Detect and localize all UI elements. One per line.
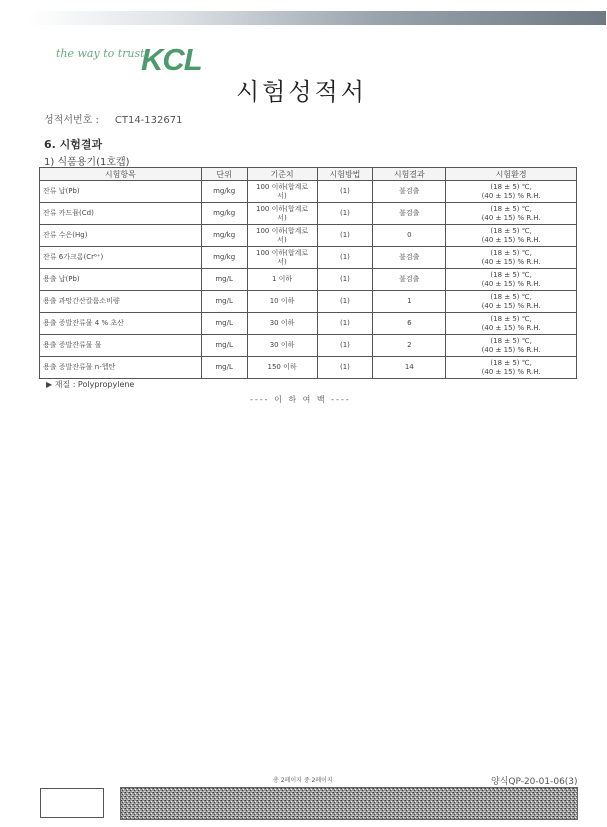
env-humidity: (40 ± 15) % R.H. <box>481 257 541 266</box>
logo-tagline: the way to trust <box>56 47 145 60</box>
env-temperature: (18 ± 5) ℃, <box>490 226 532 235</box>
page-number: 총 2페이지 중 2페이지 <box>273 777 333 784</box>
env-temperature: (18 ± 5) ℃, <box>490 336 532 345</box>
header-environment: 시험환경 <box>446 168 577 181</box>
cell-method: (1) <box>317 225 373 247</box>
cell-environment <box>446 203 577 225</box>
env-temperature: (18 ± 5) ℃, <box>490 270 532 279</box>
table-row <box>40 181 577 203</box>
env-humidity: (40 ± 15) % R.H. <box>481 367 541 376</box>
cell-standard: 30 이하 <box>247 313 317 335</box>
form-code: 양식QP-20-01-06(3) <box>491 777 578 787</box>
cell-item: 잔류 카드뮴(Cd) <box>40 203 202 225</box>
cell-item: 용출 납(Pb) <box>40 269 202 291</box>
cell-result: 6 <box>373 313 446 335</box>
header-standard: 기준치 <box>247 168 317 181</box>
cell-result: 불검출 <box>373 269 446 291</box>
cell-environment <box>446 181 577 203</box>
table-row <box>40 335 577 357</box>
cell-unit: mg/L <box>201 269 247 291</box>
env-humidity: (40 ± 15) % R.H. <box>481 345 541 354</box>
cell-method: (1) <box>317 247 373 269</box>
cell-environment <box>446 247 577 269</box>
cell-unit: mg/L <box>201 291 247 313</box>
cell-result: 1 <box>373 291 446 313</box>
env-humidity: (40 ± 15) % R.H. <box>481 279 541 288</box>
cell-item: 용출 과망간산칼륨소비량 <box>40 291 202 313</box>
table-row <box>40 225 577 247</box>
table-row <box>40 203 577 225</box>
cell-method: (1) <box>317 291 373 313</box>
cell-unit: mg/kg <box>201 225 247 247</box>
document-title: 시험성적서 <box>236 78 367 106</box>
cell-standard: 150 이하 <box>247 357 317 379</box>
table-row <box>40 357 577 379</box>
cell-unit: mg/L <box>201 357 247 379</box>
cell-result: 불검출 <box>373 181 446 203</box>
cell-item: 용출 증발잔류물 n-헵탄 <box>40 357 202 379</box>
env-temperature: (18 ± 5) ℃, <box>490 248 532 257</box>
security-pattern <box>120 787 578 820</box>
cell-standard: 10 이하 <box>247 291 317 313</box>
cell-item: 잔류 수은(Hg) <box>40 225 202 247</box>
table-header-row <box>40 168 577 181</box>
cell-result: 14 <box>373 357 446 379</box>
table-row <box>40 291 577 313</box>
cell-method: (1) <box>317 357 373 379</box>
cell-result: 불검출 <box>373 203 446 225</box>
env-humidity: (40 ± 15) % R.H. <box>481 235 541 244</box>
material-note: ▶ 재질 : Polypropylene <box>46 380 135 389</box>
cell-item: 용출 증발잔류물 물 <box>40 335 202 357</box>
cell-standard: 1 이하 <box>247 269 317 291</box>
header-unit: 단위 <box>201 168 247 181</box>
cell-unit: mg/kg <box>201 203 247 225</box>
env-temperature: (18 ± 5) ℃, <box>490 204 532 213</box>
env-humidity: (40 ± 15) % R.H. <box>481 323 541 332</box>
cell-method: (1) <box>317 335 373 357</box>
cell-environment <box>446 313 577 335</box>
certificate-number <box>44 111 182 126</box>
cell-method: (1) <box>317 203 373 225</box>
env-humidity: (40 ± 15) % R.H. <box>481 301 541 310</box>
cell-method: (1) <box>317 269 373 291</box>
cell-unit: mg/kg <box>201 181 247 203</box>
stamp-box <box>40 788 104 818</box>
cell-result: 2 <box>373 335 446 357</box>
cell-unit: mg/kg <box>201 247 247 269</box>
cell-environment <box>446 357 577 379</box>
cell-environment <box>446 335 577 357</box>
cell-method: (1) <box>317 313 373 335</box>
env-humidity: (40 ± 15) % R.H. <box>481 213 541 222</box>
cell-standard: 30 이하 <box>247 335 317 357</box>
certificate-number-value: CT14-132671 <box>114 115 183 126</box>
certificate-number-label: 성적서번호 : <box>44 115 99 126</box>
section-title: 6. 시험결과 <box>44 138 103 151</box>
cell-standard: 100 이하(합계로서) <box>247 225 317 247</box>
cell-environment <box>446 291 577 313</box>
header-test-item: 시험항목 <box>40 168 202 181</box>
header-band <box>28 11 606 25</box>
env-temperature: (18 ± 5) ℃, <box>490 358 532 367</box>
cell-environment <box>446 225 577 247</box>
cell-environment <box>446 269 577 291</box>
subsection-title: 1) 식품용기(1호캡) <box>44 157 130 168</box>
cell-result: 불검출 <box>373 247 446 269</box>
header-result: 시험결과 <box>373 168 446 181</box>
cell-unit: mg/L <box>201 335 247 357</box>
env-temperature: (18 ± 5) ℃, <box>490 182 532 191</box>
cell-method: (1) <box>317 181 373 203</box>
env-temperature: (18 ± 5) ℃, <box>490 314 532 323</box>
cell-standard: 100 이하(합계로서) <box>247 203 317 225</box>
cell-standard: 100 이하(합계로서) <box>247 181 317 203</box>
env-temperature: (18 ± 5) ℃, <box>490 292 532 301</box>
blank-below-marker: ---- 이 하 여 백 ---- <box>250 395 351 404</box>
table-row <box>40 247 577 269</box>
cell-unit: mg/L <box>201 313 247 335</box>
kcl-logo: KCL <box>141 42 202 77</box>
cell-result: 0 <box>373 225 446 247</box>
table-row <box>40 313 577 335</box>
header-method: 시험방법 <box>317 168 373 181</box>
env-humidity: (40 ± 15) % R.H. <box>481 191 541 200</box>
results-table <box>39 167 577 379</box>
cell-item: 용출 증발잔류물 4 % 초산 <box>40 313 202 335</box>
table-row <box>40 269 577 291</box>
cell-item: 잔류 납(Pb) <box>40 181 202 203</box>
cell-item: 잔류 6가크롬(Cr⁶⁺) <box>40 247 202 269</box>
cell-standard: 100 이하(합계로서) <box>247 247 317 269</box>
